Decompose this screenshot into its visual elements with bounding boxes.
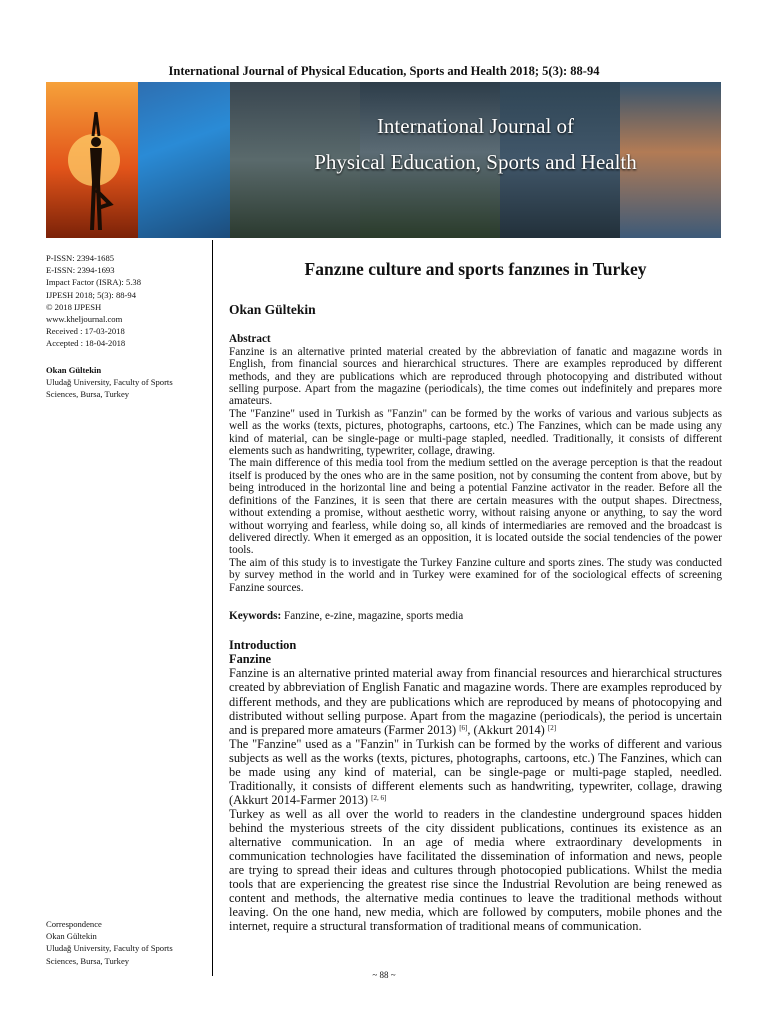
copyright: © 2018 IJPESH — [46, 301, 102, 312]
citation-ref: [2] — [547, 723, 557, 732]
intro-p2-text: The "Fanzine" used as a "Fanzin" in Turkish can be formed by the works of different and various subjects as well as the works (texts, pictures, photographs, cartoons, etc.) The Fanzines, which can be made using any kind of material, can be single-page or multi-page stapled, needled. Traditionally, it consists of different elements such as handwriting, typewriter, collage, drawing (Akkurt 2014-Farmer 2013) — [229, 736, 722, 807]
journal-banner — [46, 82, 721, 238]
article-metadata-sidebar — [46, 252, 206, 400]
citation-ref: [6] — [459, 723, 468, 732]
banner-title-line-2: Physical Education, Sports and Health — [314, 150, 637, 174]
keywords-label: Keywords: — [229, 609, 282, 622]
column-divider — [212, 240, 213, 976]
accepted-date: Accepted : 18-04-2018 — [46, 338, 126, 349]
fanzine-subheading: Fanzine — [229, 652, 271, 667]
article-title: Fanzıne culture and sports fanzınes in Turkey — [304, 259, 647, 279]
correspondence-block — [46, 918, 206, 967]
introduction-section — [229, 638, 722, 933]
sidebar-author-name: Okan Gültekin — [46, 364, 102, 375]
correspondence-label: Correspondence — [46, 919, 102, 929]
volume-info: IJPESH 2018; 5(3): 88-94 — [46, 289, 136, 300]
journal-website: www.kheljournal.com — [46, 314, 123, 325]
intro-p1-text: Fanzine is an alternative printed material away from financial resources and hierarchical structures created by abbreviation of English Fanatic and magazine words. There are examples reproduced by different methods, and they are publications which are reproduced by means of photocopying and distributed without selling purpose. Apart from the magazine (periodicals), the period is uncertain and is prepared more amateurs (Farmer 2013) — [229, 666, 722, 737]
intro-p1-mid: , (Akkurt 2014) — [467, 722, 545, 737]
article-body — [229, 258, 722, 933]
abstract-paragraph: The "Fanzine" used in Turkish as "Fanzin" can be formed by the works of various and various subjects as well as the works (texts, pictures, photographs, cartoons, etc.) The Fanzines, which can be made using any kind of material, can be single-page or multi-page stapled, needled. Traditionally, it consists of different elements such as handwriting, typewriter, collage, drawing. — [229, 407, 722, 458]
banner-title — [230, 108, 721, 180]
e-issn: E-ISSN: 2394-1693 — [46, 265, 115, 276]
banner-panel-cricket — [138, 82, 230, 238]
received-date: Received : 17-03-2018 — [46, 326, 125, 337]
page-number: ~ 88 ~ — [372, 970, 396, 980]
abstract-paragraph: The aim of this study is to investigate the Turkey Fanzine culture and sports zines. The study was conducted by survey method in the world and in Turkey were examined for of the sociological effects of screening Fanzine sources. — [229, 556, 722, 594]
abstract-paragraph: Fanzine is an alternative printed material created by the abbreviation of fanatic and magazıne words in English, from financial sources and hierarchical structures. There are examples reproduced by different methods, and they are publications which are reproduced through photocopying and distributed without selling purpose. Apart from the magazine (periodicals), the time comes out indefinitely and prepares more amateurs. — [229, 345, 722, 408]
introduction-heading: Introduction — [229, 638, 297, 653]
introduction-paragraph — [229, 666, 722, 736]
journal-citation-line: International Journal of Physical Education, Sports and Health 2018; 5(3): 88-94 — [168, 64, 600, 78]
keywords-list: Fanzine, e-zine, magazine, sports media — [284, 609, 464, 622]
citation-ref: [2, 6] — [371, 793, 387, 802]
article-author: Okan Gültekin — [229, 302, 316, 317]
sidebar-author-affiliation: Uludağ University, Faculty of Sports Sciences, Bursa, Turkey — [46, 376, 173, 400]
correspondence-name: Okan Gültekin — [46, 931, 97, 942]
introduction-paragraph: Turkey as well as all over the world to readers in the clandestine underground spaces hidden behind the mysterious streets of the city dissident publications, continues its existence as an alternative communication. In an age of media where extraordinary developments in communication technologies have facilitated the dissemination of information and news, people are trying to spread their ideas and cultures through photocopied publications. Whilst the media tools that are experiencing the greatest rise since the Industrial Revolution are being renewed as content and methods, the alternative media continues to leave the traditional methods without leaving. On the one hand, new media, which are followed by computers, mobile phones and the internet, require a structural transformation of traditional means of communication. — [229, 806, 722, 934]
yoga-silhouette-icon — [76, 112, 116, 232]
correspondence-affiliation: Uludağ University, Faculty of Sports Sciences, Bursa, Turkey — [46, 943, 173, 966]
p-issn: P-ISSN: 2394-1685 — [46, 253, 115, 263]
banner-title-line-1: International Journal of — [376, 114, 575, 138]
keywords-line — [229, 610, 722, 622]
abstract-heading: Abstract — [229, 333, 271, 346]
introduction-paragraph — [229, 737, 722, 807]
impact-factor: Impact Factor (ISRA): 5.38 — [46, 277, 141, 288]
abstract-paragraph: The main difference of this media tool from the medium settled on the average perception is that the readout itself is produced by the ones who are in the same position, not by consuming the content from above, but by being introduced in the horizontal line and being a potential Fanzine activator in the reader. Before all the definitions of the Fanzines, it is seen that there are certain measures with the output shapes. Directness, without extending a promise, without aesthetic worry, without raising anyone or anything, to say the word without worrying and fearless, while doing so, all kinds of intermediaries are removed and the broadcast is delivered directly. When it emerged as an opposition, it is located outside the social tendencies of the power tools. — [229, 457, 722, 557]
